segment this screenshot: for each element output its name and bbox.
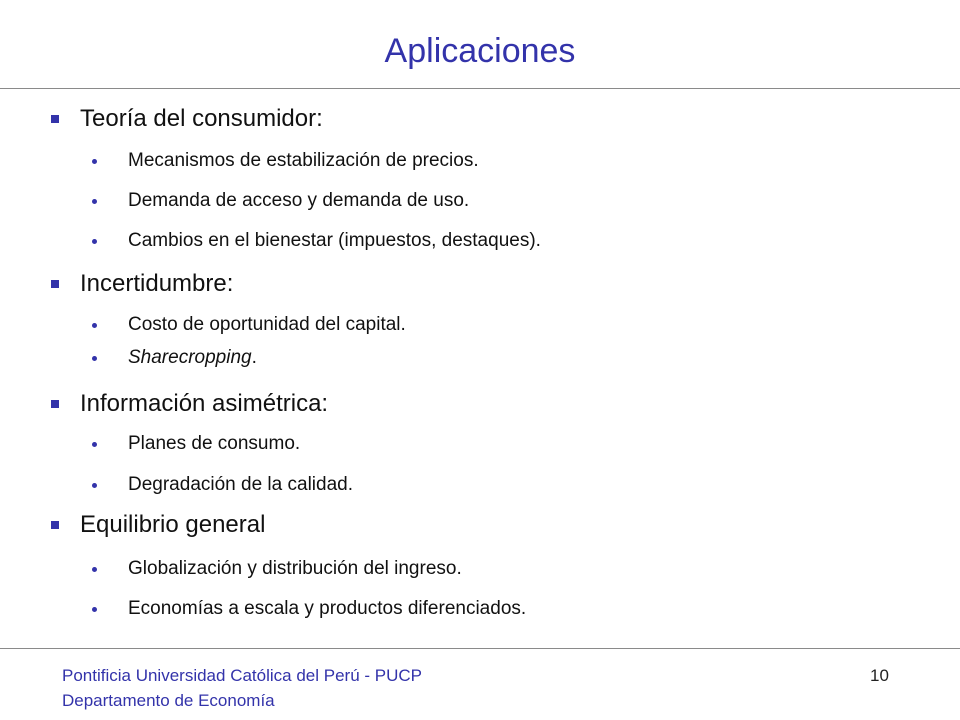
dot-bullet-icon — [92, 442, 97, 447]
list-item-text: Mecanismos de estabilización de precios. — [128, 150, 479, 171]
dot-bullet-icon — [92, 607, 97, 612]
dot-bullet-icon — [92, 159, 97, 164]
square-bullet-icon — [51, 280, 59, 288]
section-heading-text: Teoría del consumidor: — [80, 105, 323, 132]
list-item-text: Degradación de la calidad. — [128, 474, 353, 495]
footer-institution: Pontificia Universidad Católica del Perú - PUCP — [62, 666, 422, 685]
title-divider — [0, 88, 960, 89]
italic-term: Sharecropping — [128, 347, 252, 368]
slide-title: Aplicaciones — [384, 32, 576, 70]
dot-bullet-icon — [92, 199, 97, 204]
list-item-text: Economías a escala y productos diferenciados. — [128, 598, 527, 619]
footer-divider — [0, 648, 960, 649]
list-item-text: Demanda de acceso y demanda de uso. — [128, 190, 470, 211]
footer-department: Departamento de Economía — [62, 691, 275, 710]
list-item-text: Globalización y distribución del ingreso. — [128, 558, 462, 579]
square-bullet-icon — [51, 521, 59, 529]
dot-bullet-icon — [92, 239, 97, 244]
list-item-text: Planes de consumo. — [128, 433, 301, 454]
page-number: 10 — [870, 666, 889, 685]
list-item-text: Costo de oportunidad del capital. — [128, 314, 406, 335]
section-heading-text: Información asimétrica: — [80, 390, 329, 417]
trailing-period: . — [251, 347, 257, 368]
dot-bullet-icon — [92, 483, 97, 488]
square-bullet-icon — [51, 400, 59, 408]
list-item-text: Cambios en el bienestar (impuestos, destaques). — [128, 230, 541, 251]
section-heading-text: Equilibrio general — [80, 511, 266, 538]
footer — [62, 663, 422, 713]
square-bullet-icon — [51, 115, 59, 123]
dot-bullet-icon — [92, 356, 97, 361]
dot-bullet-icon — [92, 567, 97, 572]
dot-bullet-icon — [92, 323, 97, 328]
list-item-text — [128, 345, 257, 371]
section-heading-text: Incertidumbre: — [80, 270, 234, 297]
